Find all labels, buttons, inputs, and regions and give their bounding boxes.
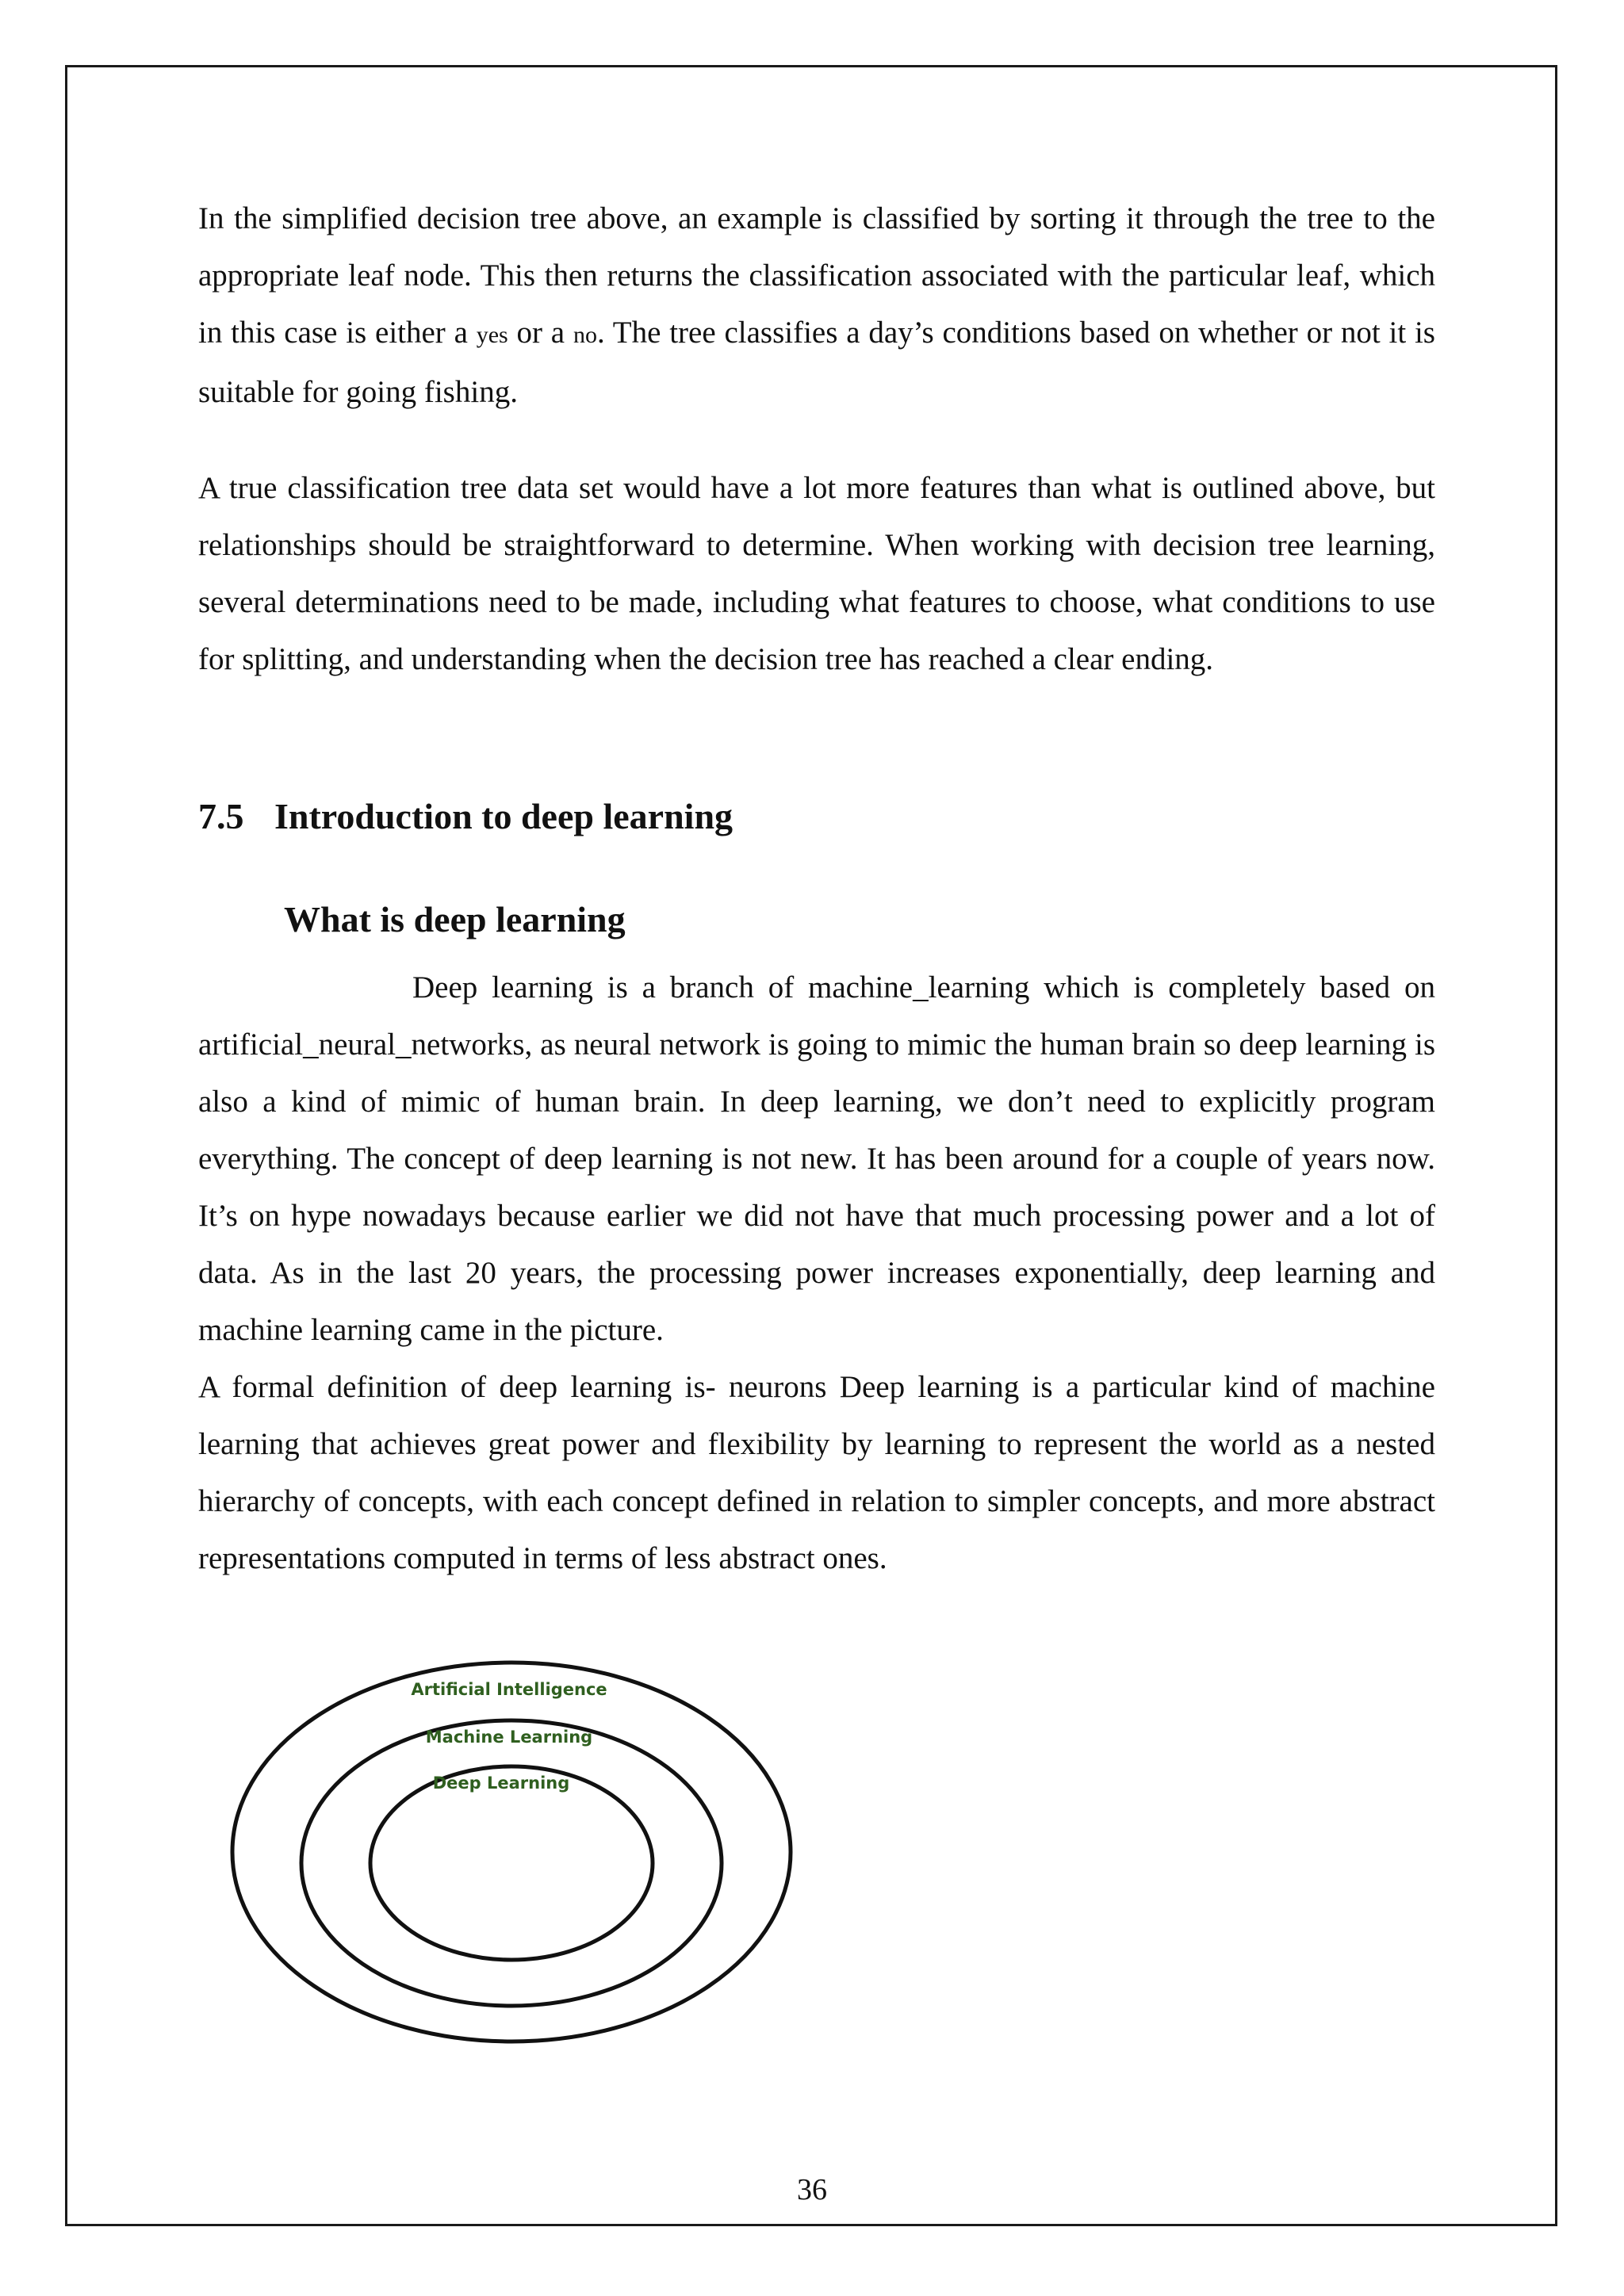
dl-ellipse (370, 1766, 653, 1960)
paragraph-1-text-a: In the simplified decision tree above, an example is classified by sorting it through the tree to the appropriate leaf node. This then returns the classification associated with the particular leaf, which in this case is either a (198, 201, 1435, 350)
ai-label: Artificial Intelligence (411, 1680, 607, 1699)
ml-label: Machine Learning (425, 1728, 593, 1747)
subsection-heading: What is deep learning (284, 899, 626, 939)
page-number: 36 (797, 2173, 827, 2206)
paragraph-formal-definition: A formal definition of deep learning is- neurons Deep learning is a particular kind of machine learning that achieves great power and flexibility by learning to represent the world as a nested hierarchy of concepts, with each concept defined in relation to simpler concepts, and more abstract representations computed in terms of less abstract ones. (198, 1370, 1435, 1575)
section-title: Introduction to deep learning (274, 796, 733, 836)
paragraph-1-text-b: or a (508, 316, 573, 350)
deep-learning-body (198, 959, 1435, 1587)
section-heading (198, 793, 733, 840)
paragraph-1-text-c: . The tree classifies a day’s conditions based on whether or not it is suitable for going fishing. (198, 316, 1435, 409)
ml-ellipse (301, 1720, 722, 2006)
paragraph-3-text: Deep learning is a branch of machine_learning which is completely based on artificial_neural_networks, as neural network is going to mimic the human brain so deep learning is also a kind of mimic of human brain. In deep learning, we don’t need to explicitly program everything. The concept of deep learning is not new. It has been around for a couple of years now. It’s on hype nowadays because earlier we did not have that much processing power and a lot of data. As in the last 20 years, the processing power increases exponentially, deep learning and machine learning came in the picture. (198, 970, 1435, 1347)
paragraph-classification-tree: A true classification tree data set would have a lot more features than what is outlined above, but relationships should be straightforward to determine. When working with decision tree learning, several determinations need to be made, including what features to choose, what conditions to use for splitting, and understanding when the decision tree has reached a clear ending. (198, 471, 1435, 676)
yes-label: yes (476, 322, 508, 348)
paragraph-deep-learning-intro (198, 959, 1435, 1359)
dl-label: Deep Learning (432, 1774, 570, 1793)
no-label: no (573, 322, 597, 348)
ai-ml-dl-venn-diagram (222, 1649, 841, 2061)
paragraph-decision-tree (198, 190, 1435, 421)
section-number: 7.5 (198, 796, 244, 836)
